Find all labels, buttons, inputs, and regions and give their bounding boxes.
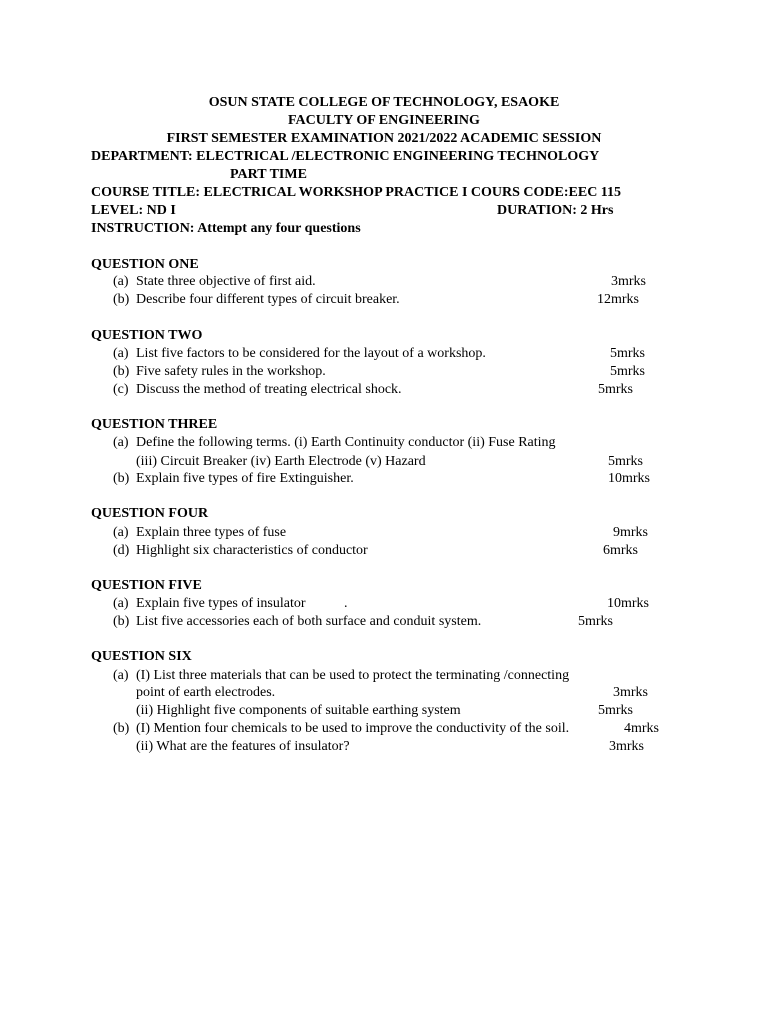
item-marks: 12mrks [597, 292, 639, 307]
item-marks: 10mrks [608, 471, 650, 486]
item-subtext: (ii) What are the features of insulator? [136, 739, 350, 754]
item-marks: 3mrks [609, 739, 644, 754]
question-title: QUESTION FIVE [91, 578, 202, 593]
exam-title: FIRST SEMESTER EXAMINATION 2021/2022 ACADEMIC SESSION [166, 131, 602, 146]
item-label: (a) [113, 346, 129, 361]
item-text: List five accessories each of both surface and conduit system. [136, 614, 482, 629]
item-marks: 5mrks [608, 454, 643, 469]
item-marks: 5mrks [610, 364, 645, 379]
item-text-continued: point of earth electrodes. [136, 685, 276, 700]
item-text: Explain five types of fire Extinguisher. [136, 471, 354, 486]
question-title: QUESTION TWO [91, 328, 203, 343]
item-marks: 5mrks [598, 703, 633, 718]
college-name: OSUN STATE COLLEGE OF TECHNOLOGY, ESAOKE [208, 95, 560, 110]
item-label: (b) [113, 292, 130, 307]
stray-dot: . [344, 596, 348, 611]
faculty-name: FACULTY OF ENGINEERING [288, 113, 480, 128]
item-marks: 10mrks [607, 596, 649, 611]
item-text: Define the following terms. (i) Earth Continuity conductor (ii) Fuse Rating [136, 435, 556, 450]
item-label: (a) [113, 274, 129, 289]
item-label: (b) [113, 614, 130, 629]
item-label: (c) [113, 382, 129, 397]
question-title: QUESTION ONE [91, 257, 199, 272]
item-text-continued: (iii) Circuit Breaker (iv) Earth Electrode (v) Hazard [136, 454, 426, 469]
item-label: (b) [113, 721, 130, 736]
item-text: Highlight six characteristics of conductor [136, 543, 368, 558]
instruction: INSTRUCTION: Attempt any four questions [91, 221, 361, 236]
item-marks: 5mrks [578, 614, 613, 629]
level: LEVEL: ND I [91, 203, 176, 218]
question-title: QUESTION FOUR [91, 506, 209, 521]
item-text: (I) Mention four chemicals to be used to improve the conductivity of the soil. [136, 721, 570, 736]
duration: DURATION: 2 Hrs [497, 203, 614, 218]
item-text: Five safety rules in the workshop. [136, 364, 326, 379]
item-text: Explain three types of fuse [136, 525, 287, 540]
study-mode: PART TIME [230, 167, 307, 182]
item-text: (I) List three materials that can be used to protect the terminating /connecting [136, 668, 570, 683]
question-title: QUESTION SIX [91, 649, 192, 664]
item-label: (a) [113, 596, 129, 611]
item-text: State three objective of first aid. [136, 274, 316, 289]
department: DEPARTMENT: ELECTRICAL /ELECTRONIC ENGINEERING TECHNOLOGY [91, 149, 600, 164]
item-text: Explain five types of insulator [136, 596, 306, 611]
item-marks: 5mrks [598, 382, 633, 397]
item-label: (a) [113, 435, 129, 450]
item-marks: 3mrks [613, 685, 648, 700]
item-marks: 3mrks [611, 274, 646, 289]
item-label: (d) [113, 543, 130, 558]
course-title: COURSE TITLE: ELECTRICAL WORKSHOP PRACTICE I COURS CODE:EEC 115 [91, 185, 622, 200]
item-label: (a) [113, 525, 129, 540]
item-subtext: (ii) Highlight five components of suitable earthing system [136, 703, 461, 718]
item-marks: 9mrks [613, 525, 648, 540]
item-marks: 4mrks [624, 721, 659, 736]
item-text: List five factors to be considered for the layout of a workshop. [136, 346, 486, 361]
question-title: QUESTION THREE [91, 417, 218, 432]
item-label: (b) [113, 364, 130, 379]
item-marks: 5mrks [610, 346, 645, 361]
item-text: Describe four different types of circuit breaker. [136, 292, 400, 307]
item-label: (b) [113, 471, 130, 486]
item-text: Discuss the method of treating electrical shock. [136, 382, 402, 397]
item-label: (a) [113, 668, 129, 683]
item-marks: 6mrks [603, 543, 638, 558]
